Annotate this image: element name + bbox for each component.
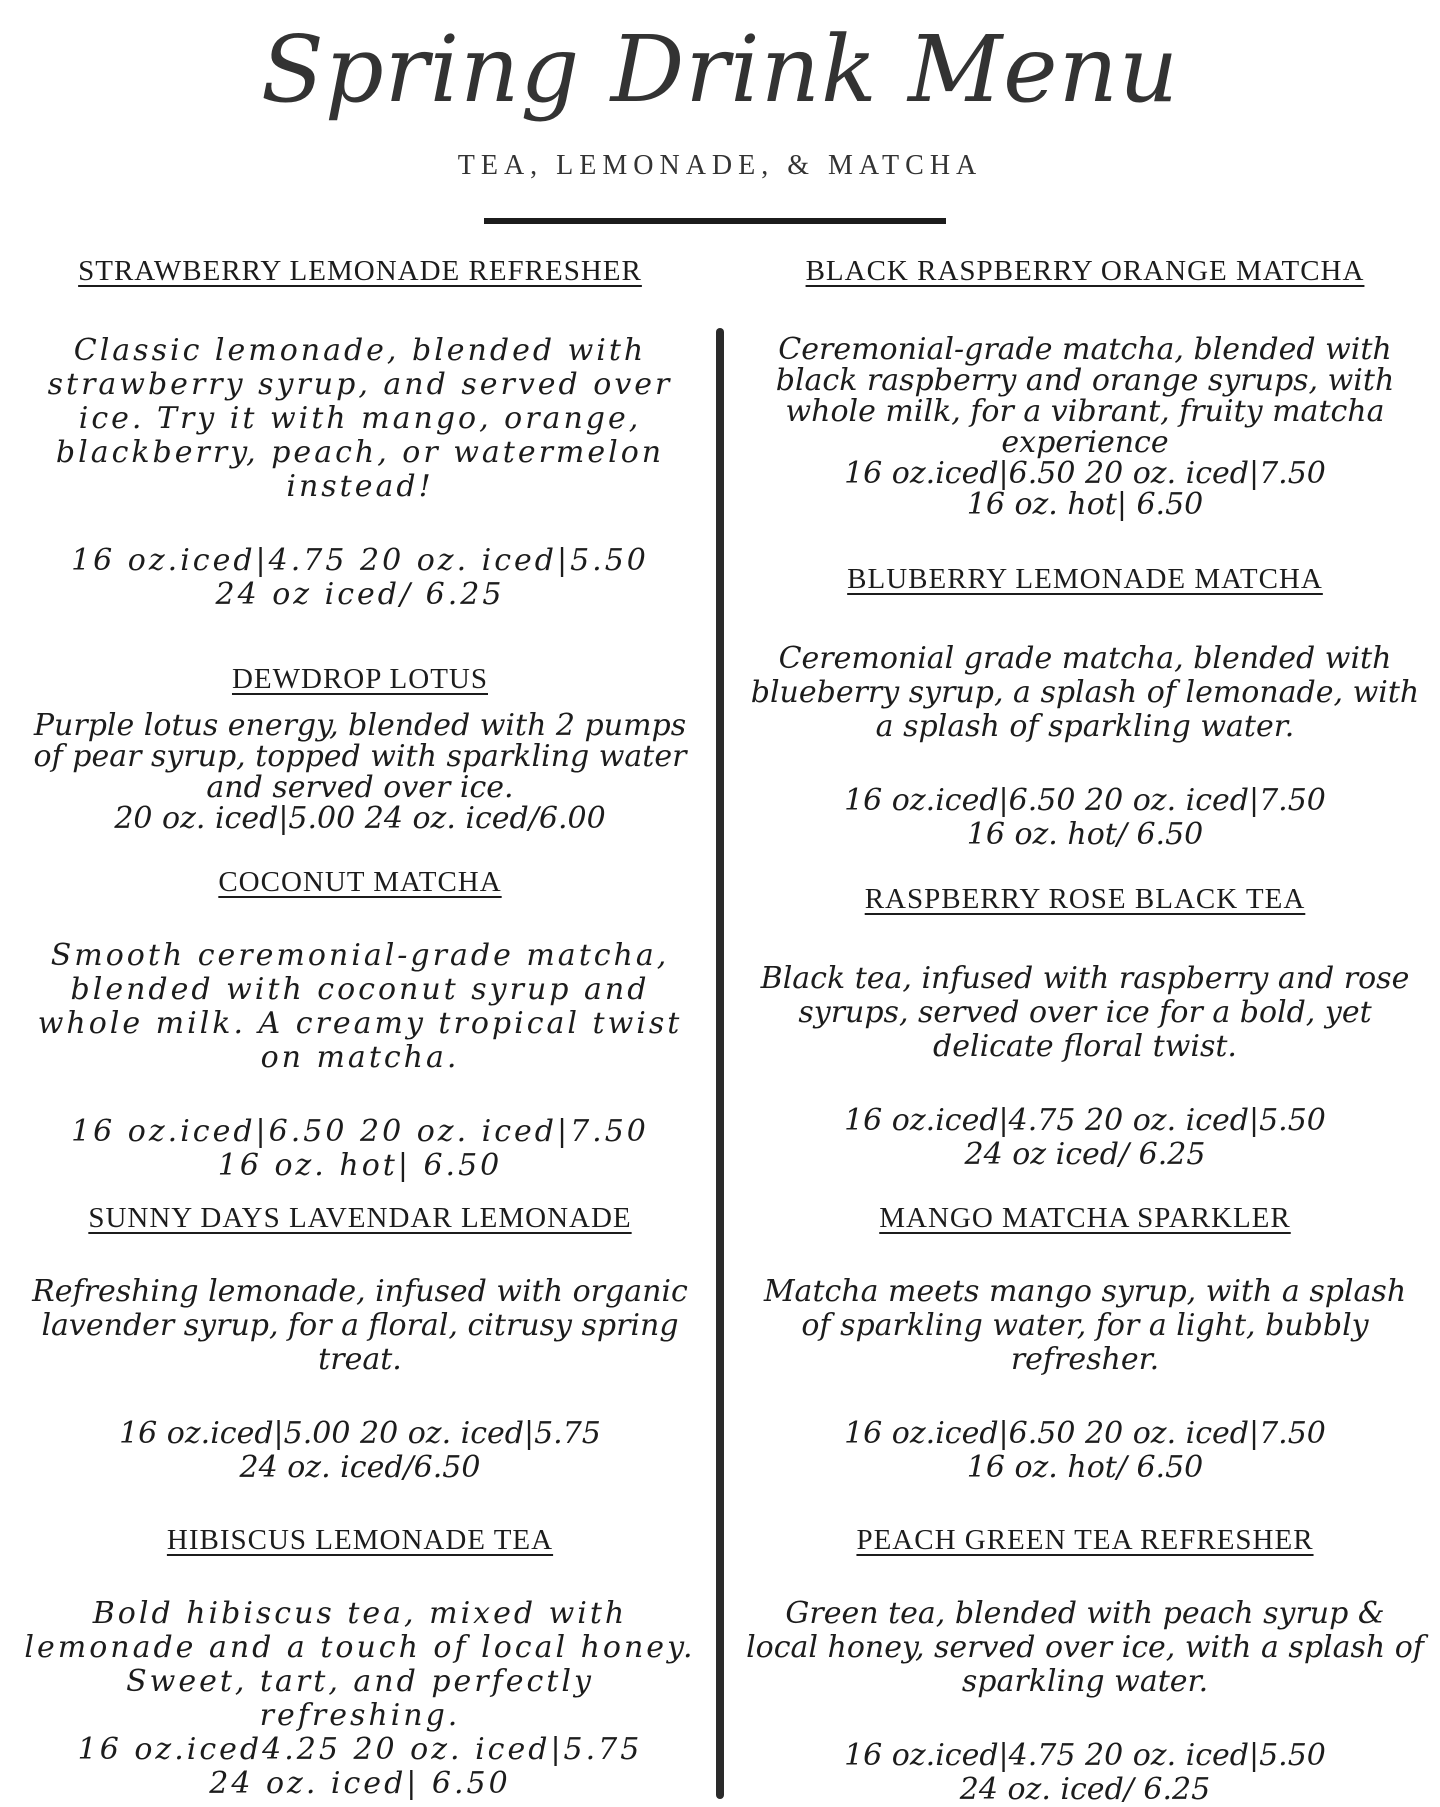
item-price-line: 16 oz.iced|4.75 20 oz. iced|5.50 <box>844 1103 1326 1138</box>
menu-subtitle: TEA, LEMONADE, & MATCHA <box>457 150 983 181</box>
item-price-line: 24 oz. iced/ 6.25 <box>959 1772 1211 1807</box>
item-description: Matcha meets mango syrup, with a splash of sparkling water, for a light, bubbly refresher. <box>763 1274 1407 1377</box>
item-description: Smooth ceremonial-grade matcha, blended with coconut syrup and whole milk. A creamy tropical twist on matcha. <box>37 938 683 1075</box>
item-price-line: 16 oz.iced|4.75 20 oz. iced|5.50 <box>844 1738 1326 1773</box>
item-price-line: 16 oz. hot| 6.50 <box>217 1148 503 1183</box>
item-price-line: 16 oz.iced|6.50 20 oz. iced|7.50 <box>844 456 1326 491</box>
menu-item-dewdrop-lotus <box>20 663 700 834</box>
item-price-line: 24 oz iced/ 6.25 <box>215 577 505 612</box>
item-title: BLUBERRY LEMONADE MATCHA <box>847 563 1323 595</box>
item-description: Black tea, infused with raspberry and rose syrups, served over ice for a bold, yet delicate floral twist. <box>760 961 1410 1064</box>
item-description: Classic lemonade, blended with strawberry syrup, and served over ice. Try it with mango, orange, blackberry, peach, or watermelon instead! <box>47 333 673 504</box>
item-price-line: 16 oz. hot/ 6.50 <box>966 817 1204 852</box>
item-title: PEACH GREEN TEA REFRESHER <box>856 1524 1314 1556</box>
item-title: SUNNY DAYS LAVENDAR LEMONADE <box>88 1202 632 1234</box>
menu-item-coconut-matcha <box>20 866 700 1183</box>
menu-item-hibiscus-lemonade-tea <box>20 1524 700 1801</box>
item-title: BLACK RASPBERRY ORANGE MATCHA <box>805 255 1365 287</box>
item-price-line: 16 oz.iced|4.75 20 oz. iced|5.50 <box>71 543 649 578</box>
menu-item-strawberry-lemonade-refresher <box>20 255 700 612</box>
item-price-line: 16 oz.iced|5.00 20 oz. iced|5.75 <box>119 1416 601 1451</box>
item-title: DEWDROP LOTUS <box>231 663 488 695</box>
item-title: MANGO MATCHA SPARKLER <box>879 1202 1291 1234</box>
menu-item-black-raspberry-orange-matcha <box>745 255 1425 520</box>
item-price-line: 24 oz. iced| 6.50 <box>209 1766 511 1801</box>
item-description: Bold hibiscus tea, mixed with lemonade and a touch of local honey. Sweet, tart, and perfectly refreshing. <box>24 1596 696 1733</box>
item-price-line: 20 oz. iced|5.00 24 oz. iced/6.00 <box>114 801 606 836</box>
item-title: STRAWBERRY LEMONADE REFRESHER <box>78 255 642 287</box>
item-price-line: 16 oz.iced|6.50 20 oz. iced|7.50 <box>71 1114 649 1149</box>
item-description: Ceremonial-grade matcha, blended with black raspberry and orange syrups, with whole milk, for a vibrant, fruity matcha experience <box>775 332 1395 460</box>
item-price-line: 16 oz. hot/ 6.50 <box>966 1450 1204 1485</box>
column-divider <box>716 328 724 1799</box>
menu-item-mango-matcha-sparkler <box>745 1202 1425 1485</box>
title-underline-rule <box>484 218 946 224</box>
menu-title: Spring Drink Menu <box>260 16 1180 123</box>
item-description: Ceremonial grade matcha, blended with blueberry syrup, a splash of lemonade, with a splash of sparkling water. <box>750 641 1420 744</box>
menu-item-sunny-days-lavendar-lemonade <box>20 1202 700 1485</box>
item-title: HIBISCUS LEMONADE TEA <box>166 1524 554 1556</box>
item-price-line: 16 oz. hot| 6.50 <box>966 487 1204 522</box>
item-price-line: 16 oz.iced|6.50 20 oz. iced|7.50 <box>844 783 1326 818</box>
item-price-line: 16 oz.iced4.25 20 oz. iced|5.75 <box>77 1732 643 1767</box>
item-description: Purple lotus energy, blended with 2 pumps of pear syrup, topped with sparkling water and served over ice. <box>33 708 687 805</box>
item-title: COCONUT MATCHA <box>218 866 502 898</box>
item-price-line: 24 oz iced/ 6.25 <box>964 1137 1206 1172</box>
menu-item-raspberry-rose-black-tea <box>745 883 1425 1172</box>
item-title: RASPBERRY ROSE BLACK TEA <box>864 883 1306 915</box>
item-description: Green tea, blended with peach syrup & local honey, served over ice, with a splash of sparkling water. <box>746 1596 1424 1699</box>
item-description: Refreshing lemonade, infused with organic lavender syrup, for a floral, citrusy spring treat. <box>32 1274 688 1377</box>
menu-item-peach-green-tea-refresher <box>745 1524 1425 1807</box>
item-price-line: 16 oz.iced|6.50 20 oz. iced|7.50 <box>844 1416 1326 1451</box>
menu-item-bluberry-lemonade-matcha <box>745 563 1425 852</box>
item-price-line: 24 oz. iced/6.50 <box>239 1450 481 1485</box>
